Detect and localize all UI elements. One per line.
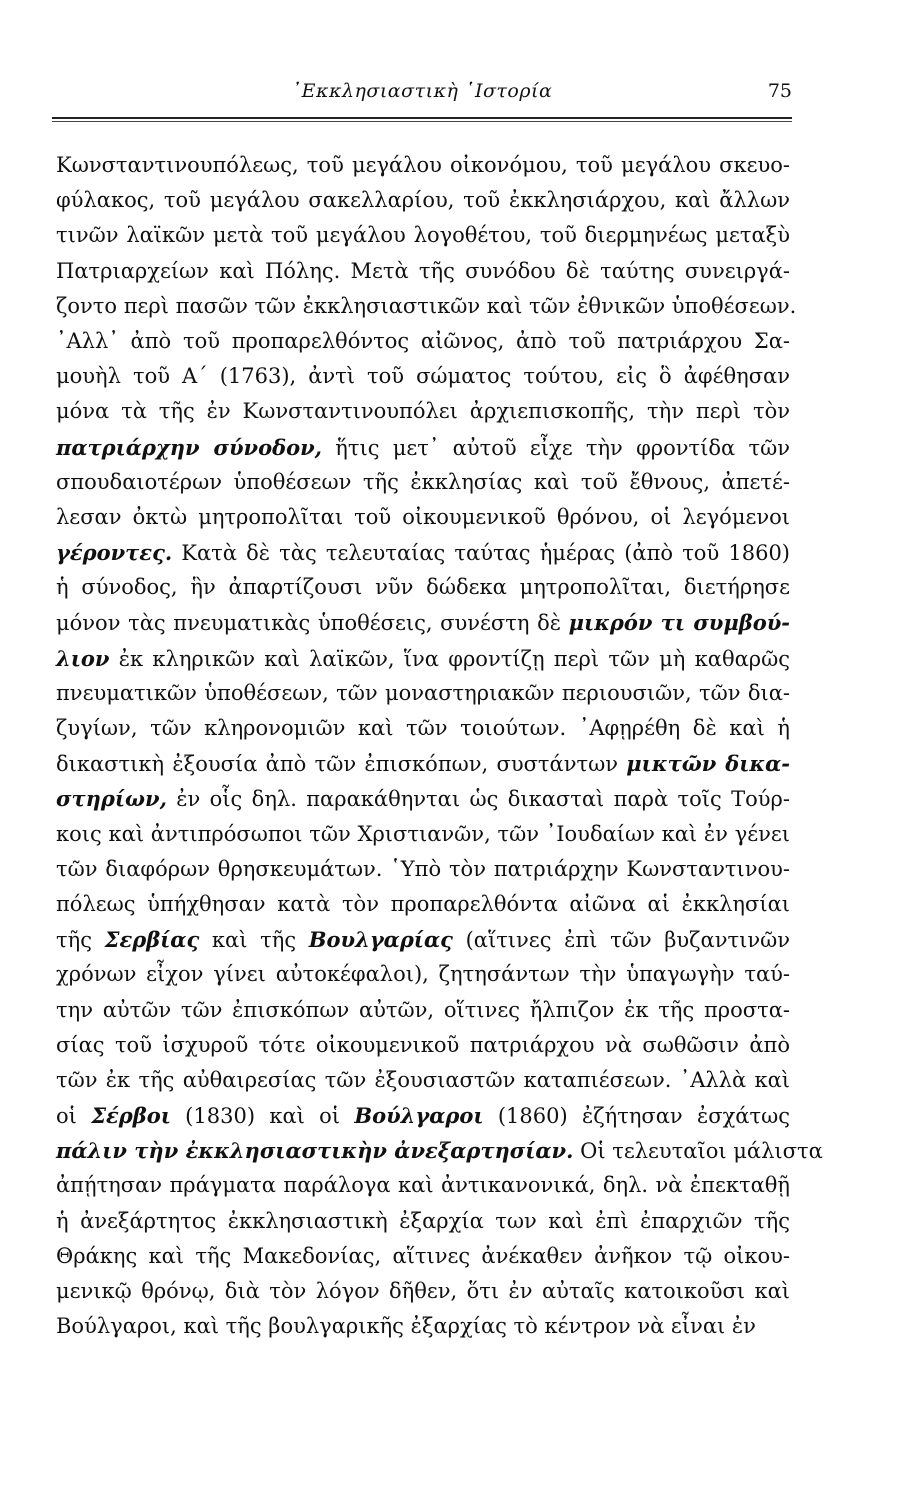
running-title: ᾿Εκκλησιαστικὴ ῾Ιστορία [291, 80, 553, 102]
text-line [56, 430, 790, 465]
line-text: δικαστικὴ ἐξουσία ἀπὸ τῶν ἐπισκόπων, συστάντων [56, 752, 627, 777]
header-rule-thin [52, 121, 792, 122]
line-text: ἡ σύνοδος, ἣν ἀπαρτίζουσι νῦν δώδεκα μητροπολῖται, διετήρησε [56, 575, 790, 600]
text-line [56, 148, 790, 183]
line-text: καὶ τῆς [199, 928, 309, 953]
emphasis-text: μικρόν τι συμβού- [568, 610, 790, 636]
line-text: ἡ ἀνεξάρτητος ἐκκλησιαστικὴ ἐξαρχία των καὶ ἐπὶ ἐπαρχιῶν τῆς [56, 1208, 790, 1233]
text-line [56, 957, 790, 992]
text-line [56, 781, 790, 816]
header-rule [52, 117, 792, 119]
text-line [56, 500, 790, 535]
text-line [56, 993, 790, 1028]
line-text: (1830) καὶ οἱ [170, 1104, 355, 1129]
text-line [56, 711, 790, 746]
text-line [56, 394, 790, 429]
text-line [56, 218, 790, 253]
line-text: σίας τοῦ ἰσχυροῦ τότε οἰκουμενικοῦ πατριάρχου νὰ σωθῶσιν ἀπὸ [56, 1032, 790, 1057]
line-text: μόνα τὰ τῆς ἐν Κωνσταντινουπόλει ἀρχιεπισκοπῆς, τὴν περὶ τὸν [56, 399, 790, 424]
emphasis-text: λιον [56, 645, 110, 671]
line-text: φύλακος, τοῦ μεγάλου σακελλαρίου, τοῦ ἐκκλησιάρχου, καὶ ἄλλων [56, 188, 790, 213]
line-text: (αἵτινες ἐπὶ τῶν βυζαντινῶν [452, 928, 790, 953]
emphasis-text: γέροντες. [56, 540, 173, 566]
text-line [56, 922, 790, 957]
line-text: λεσαν ὀκτὼ μητροπολῖται τοῦ οἰκουμενικοῦ θρόνου, οἱ λεγόμενοι [56, 504, 790, 529]
text-line [56, 1063, 790, 1098]
line-text: πνευματικῶν ὑποθέσεων, τῶν μοναστηριακῶν περιουσιῶν, τῶν δια- [56, 680, 790, 705]
text-line [56, 1274, 790, 1309]
text-line [56, 289, 797, 324]
emphasis-text: μικτῶν δικα- [626, 751, 790, 777]
text-line [56, 817, 790, 852]
line-text: ἥτις μετ᾿ αὐτοῦ εἶχε τὴν φροντίδα τῶν [322, 435, 790, 460]
line-text: ζυγίων, τῶν κληρονομιῶν καὶ τῶν τοιούτων. ᾿Αφῃρέθη δὲ καὶ ἡ [56, 716, 790, 740]
emphasis-text: Βούλγαροι [354, 1103, 484, 1129]
text-line [56, 1133, 823, 1168]
text-line [56, 852, 790, 887]
text-line [56, 324, 790, 359]
text-line [56, 254, 790, 289]
line-text: μόνον τὰς πνευματικὰς ὑποθέσεις, συνέστη δὲ [56, 611, 569, 636]
text-line [56, 1239, 790, 1274]
running-head [52, 80, 792, 108]
text-line [56, 887, 790, 922]
line-text: τινῶν λαϊκῶν μετὰ τοῦ μεγάλου λογοθέτου, τοῦ διερμηνέως μεταξὺ [56, 223, 790, 248]
emphasis-text: Σέρβοι [91, 1103, 171, 1129]
emphasis-text: στηρίων, [56, 786, 167, 812]
line-text: την αὐτῶν τῶν ἐπισκόπων αὐτῶν, οἵτινες ἤλπιζον ἐκ τῆς προστα- [56, 997, 790, 1022]
line-text: χρόνων εἶχον γίνει αὐτοκέφαλοι), ζητησάντων τὴν ὑπαγωγὴν ταύ- [56, 962, 790, 987]
line-text: Κωνσταντινουπόλεως, τοῦ μεγάλου οἰκονόμου, τοῦ μεγάλου σκευο- [56, 153, 790, 177]
line-text: τῶν ἐκ τῆς αὐθαιρεσίας τῶν ἐξουσιαστῶν καταπιέσεων. ᾿Αλλὰ καὶ [56, 1067, 790, 1092]
line-text: ἐν οἷς δηλ. παρακάθηνται ὡς δικασταὶ παρὰ τοῖς Τούρ- [166, 787, 790, 812]
text-line [56, 1168, 790, 1203]
line-text: Βούλγαροι, καὶ τῆς βουλγαρικῆς ἐξαρχίας τὸ κέντρον νὰ εἶναι ἐν [56, 1314, 756, 1339]
emphasis-text: πατριάρχην σύνοδον, [56, 434, 322, 460]
line-text: ἀπῄτησαν πράγματα παράλογα καὶ ἀντικανονικά, δηλ. νὰ ἐπεκταθῇ [56, 1173, 790, 1198]
text-line [56, 1309, 790, 1344]
text-line [56, 1204, 790, 1239]
text-line [56, 570, 790, 605]
text-line [56, 676, 790, 711]
line-text: Θράκης καὶ τῆς Μακεδονίας, αἵτινες ἀνέκαθεν ἀνῆκον τῷ οἰκου- [56, 1243, 790, 1268]
line-text: ἐκ κληρικῶν καὶ λαϊκῶν, ἵνα φροντίζῃ περὶ τῶν μὴ καθαρῶς [109, 646, 790, 671]
text-line [56, 465, 790, 500]
text-line [56, 641, 790, 676]
page-number: 75 [767, 80, 792, 102]
emphasis-text: Βουλγαρίας [308, 927, 453, 953]
body-text [56, 148, 823, 1344]
emphasis-text: Σερβίας [104, 927, 200, 953]
text-line [56, 605, 790, 640]
line-text: πόλεως ὑπήχθησαν κατὰ τὸν προπαρελθόντα αἰῶνα αἱ ἐκκλησίαι [56, 891, 790, 916]
line-text: (1860) ἐζήτησαν ἐσχάτως [483, 1104, 790, 1129]
text-line [56, 1028, 790, 1063]
line-text: τῆς [56, 928, 105, 953]
line-text: μενικῷ θρόνῳ, διὰ τὸν λόγον δῆθεν, ὅτι ἐν αὐταῖς κατοικοῦσι καὶ [56, 1279, 790, 1303]
line-text: σπουδαιοτέρων ὑποθέσεων τῆς ἐκκλησίας καὶ τοῦ ἔθνους, ἀπετέ- [56, 469, 790, 494]
line-text: ζοντο περὶ πασῶν τῶν ἐκκλησιαστικῶν καὶ τῶν ἐθνικῶν ὑποθέσεων. [56, 293, 797, 318]
emphasis-text: πάλιν τὴν ἐκκλησιαστικὴν ἀνεξαρτησίαν. [56, 1138, 574, 1164]
text-line [56, 183, 790, 218]
text-line [56, 746, 790, 781]
line-text: Κατὰ δὲ τὰς τελευταίας ταύτας ἡμέρας (ἀπὸ τοῦ 1860) [172, 541, 790, 566]
line-text: ᾿Αλλ᾿ ἀπὸ τοῦ προπαρελθόντος αἰῶνος, ἀπὸ τοῦ πατριάρχου Σα- [56, 328, 790, 353]
line-text: τῶν διαφόρων θρησκευμάτων. ῾Υπὸ τὸν πατριάρχην Κωνσταντινου- [56, 856, 790, 881]
line-text: Πατριαρχείων καὶ Πόλης. Μετὰ τῆς συνόδου δὲ ταύτης συνειργά- [56, 258, 790, 283]
line-text: κοις καὶ ἀντιπρόσωποι τῶν Χριστιανῶν, τῶν ᾿Ιουδαίων καὶ ἐν γένει [56, 821, 790, 846]
line-text: Οἱ τελευταῖοι μάλιστα [573, 1139, 823, 1164]
line-text: μουὴλ τοῦ Α΄ (1763), ἀντὶ τοῦ σώματος τούτου, εἰς ὃ ἀφέθησαν [56, 364, 790, 389]
line-text: οἱ [56, 1104, 92, 1129]
text-line [56, 535, 790, 570]
text-line [56, 1098, 790, 1133]
text-line [56, 359, 790, 394]
